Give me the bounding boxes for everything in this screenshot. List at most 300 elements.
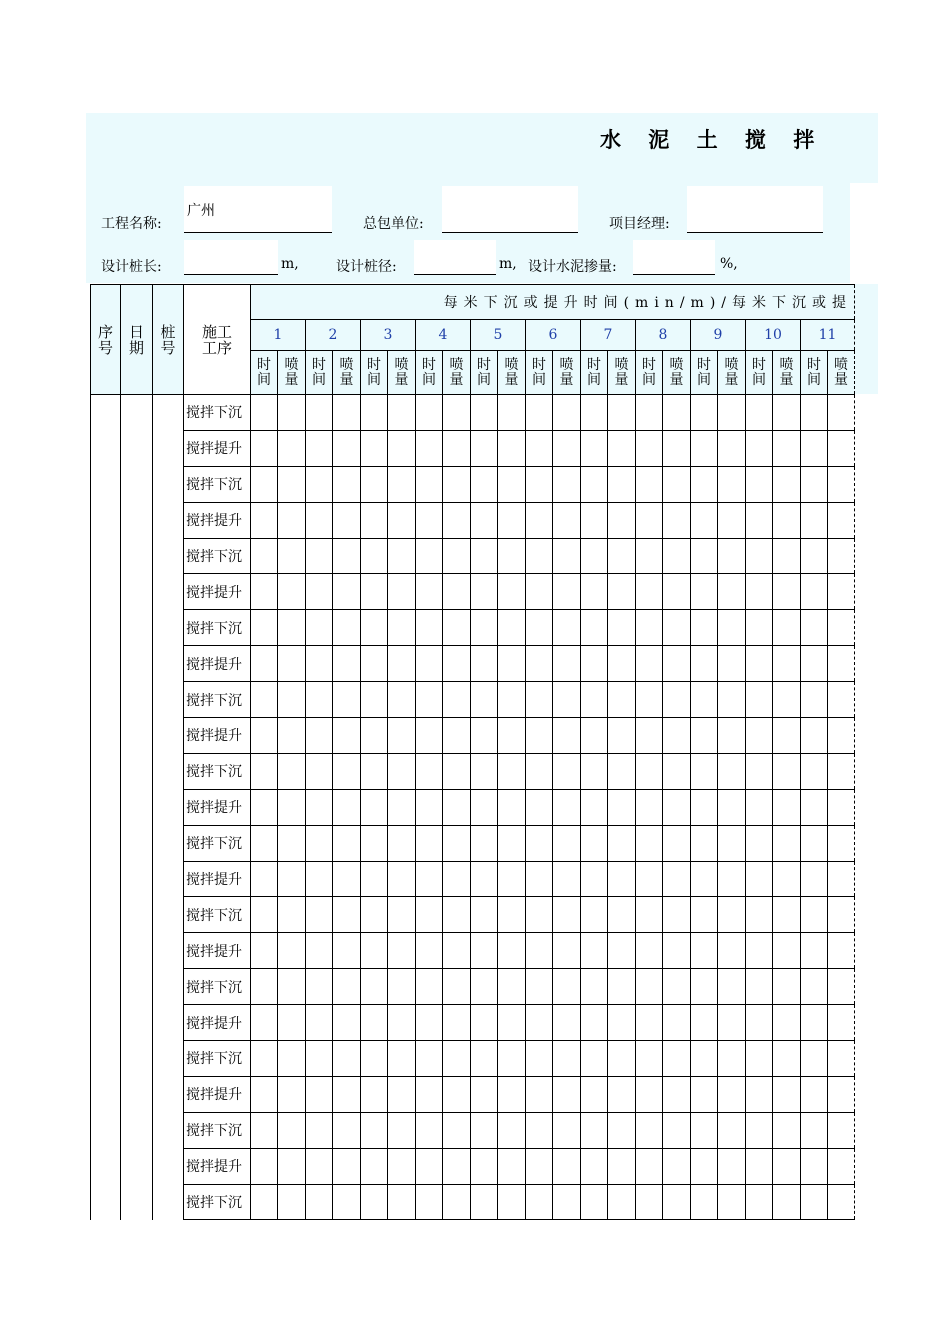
- time-entry-cell[interactable]: [636, 1184, 663, 1220]
- time-entry-cell[interactable]: [691, 1076, 718, 1112]
- spray-entry-cell[interactable]: [388, 1148, 416, 1184]
- spray-entry-cell[interactable]: [828, 753, 855, 789]
- spray-entry-cell[interactable]: [718, 502, 746, 538]
- time-entry-cell[interactable]: [636, 969, 663, 1005]
- spray-entry-cell[interactable]: [333, 395, 361, 431]
- spray-entry-cell[interactable]: [663, 502, 691, 538]
- time-entry-cell[interactable]: [471, 1148, 498, 1184]
- spray-entry-cell[interactable]: [718, 682, 746, 718]
- time-entry-cell[interactable]: [471, 789, 498, 825]
- time-entry-cell[interactable]: [416, 682, 443, 718]
- time-entry-cell[interactable]: [526, 861, 553, 897]
- spray-entry-cell[interactable]: [498, 1184, 526, 1220]
- spray-entry-cell[interactable]: [608, 430, 636, 466]
- spray-entry-cell[interactable]: [828, 933, 855, 969]
- time-entry-cell[interactable]: [636, 897, 663, 933]
- time-entry-cell[interactable]: [526, 933, 553, 969]
- spray-entry-cell[interactable]: [718, 789, 746, 825]
- spray-entry-cell[interactable]: [278, 718, 306, 754]
- pile-no-cell[interactable]: [153, 395, 184, 1220]
- time-entry-cell[interactable]: [581, 825, 608, 861]
- time-entry-cell[interactable]: [636, 933, 663, 969]
- spray-entry-cell[interactable]: [773, 825, 801, 861]
- spray-entry-cell[interactable]: [828, 861, 855, 897]
- time-entry-cell[interactable]: [306, 1005, 333, 1041]
- contractor-field[interactable]: [442, 186, 578, 233]
- spray-entry-cell[interactable]: [553, 789, 581, 825]
- spray-entry-cell[interactable]: [773, 430, 801, 466]
- time-entry-cell[interactable]: [471, 395, 498, 431]
- time-entry-cell[interactable]: [306, 861, 333, 897]
- time-entry-cell[interactable]: [251, 682, 278, 718]
- time-entry-cell[interactable]: [746, 502, 773, 538]
- time-entry-cell[interactable]: [801, 825, 828, 861]
- time-entry-cell[interactable]: [361, 969, 388, 1005]
- spray-entry-cell[interactable]: [608, 466, 636, 502]
- spray-entry-cell[interactable]: [773, 395, 801, 431]
- spray-entry-cell[interactable]: [443, 718, 471, 754]
- time-entry-cell[interactable]: [581, 1184, 608, 1220]
- spray-entry-cell[interactable]: [553, 753, 581, 789]
- time-entry-cell[interactable]: [801, 933, 828, 969]
- spray-entry-cell[interactable]: [388, 538, 416, 574]
- spray-entry-cell[interactable]: [278, 430, 306, 466]
- spray-entry-cell[interactable]: [498, 430, 526, 466]
- time-entry-cell[interactable]: [801, 538, 828, 574]
- time-entry-cell[interactable]: [746, 1005, 773, 1041]
- spray-entry-cell[interactable]: [553, 1076, 581, 1112]
- spray-entry-cell[interactable]: [663, 1112, 691, 1148]
- time-entry-cell[interactable]: [636, 395, 663, 431]
- time-entry-cell[interactable]: [691, 1148, 718, 1184]
- time-entry-cell[interactable]: [746, 1184, 773, 1220]
- time-entry-cell[interactable]: [306, 1076, 333, 1112]
- spray-entry-cell[interactable]: [608, 395, 636, 431]
- spray-entry-cell[interactable]: [498, 861, 526, 897]
- spray-entry-cell[interactable]: [443, 1184, 471, 1220]
- spray-entry-cell[interactable]: [498, 718, 526, 754]
- spray-entry-cell[interactable]: [388, 1076, 416, 1112]
- time-entry-cell[interactable]: [361, 1112, 388, 1148]
- time-entry-cell[interactable]: [636, 610, 663, 646]
- time-entry-cell[interactable]: [306, 610, 333, 646]
- time-entry-cell[interactable]: [636, 502, 663, 538]
- spray-entry-cell[interactable]: [718, 1148, 746, 1184]
- time-entry-cell[interactable]: [526, 789, 553, 825]
- time-entry-cell[interactable]: [746, 395, 773, 431]
- time-entry-cell[interactable]: [251, 610, 278, 646]
- time-entry-cell[interactable]: [691, 574, 718, 610]
- time-entry-cell[interactable]: [691, 682, 718, 718]
- spray-entry-cell[interactable]: [333, 574, 361, 610]
- spray-entry-cell[interactable]: [278, 969, 306, 1005]
- spray-entry-cell[interactable]: [388, 825, 416, 861]
- time-entry-cell[interactable]: [306, 430, 333, 466]
- spray-entry-cell[interactable]: [828, 538, 855, 574]
- spray-entry-cell[interactable]: [333, 1112, 361, 1148]
- spray-entry-cell[interactable]: [333, 753, 361, 789]
- time-entry-cell[interactable]: [471, 1076, 498, 1112]
- time-entry-cell[interactable]: [306, 502, 333, 538]
- time-entry-cell[interactable]: [251, 789, 278, 825]
- spray-entry-cell[interactable]: [663, 1184, 691, 1220]
- spray-entry-cell[interactable]: [498, 1005, 526, 1041]
- time-entry-cell[interactable]: [306, 1041, 333, 1077]
- spray-entry-cell[interactable]: [388, 969, 416, 1005]
- time-entry-cell[interactable]: [251, 538, 278, 574]
- time-entry-cell[interactable]: [636, 466, 663, 502]
- time-entry-cell[interactable]: [636, 646, 663, 682]
- spray-entry-cell[interactable]: [443, 610, 471, 646]
- spray-entry-cell[interactable]: [828, 969, 855, 1005]
- spray-entry-cell[interactable]: [333, 610, 361, 646]
- spray-entry-cell[interactable]: [663, 466, 691, 502]
- spray-entry-cell[interactable]: [278, 1148, 306, 1184]
- time-entry-cell[interactable]: [361, 430, 388, 466]
- spray-entry-cell[interactable]: [663, 789, 691, 825]
- time-entry-cell[interactable]: [471, 646, 498, 682]
- spray-entry-cell[interactable]: [498, 646, 526, 682]
- spray-entry-cell[interactable]: [663, 718, 691, 754]
- spray-entry-cell[interactable]: [443, 466, 471, 502]
- spray-entry-cell[interactable]: [388, 861, 416, 897]
- spray-entry-cell[interactable]: [773, 466, 801, 502]
- spray-entry-cell[interactable]: [388, 682, 416, 718]
- time-entry-cell[interactable]: [636, 1112, 663, 1148]
- spray-entry-cell[interactable]: [608, 1112, 636, 1148]
- time-entry-cell[interactable]: [251, 430, 278, 466]
- spray-entry-cell[interactable]: [828, 610, 855, 646]
- spray-entry-cell[interactable]: [498, 897, 526, 933]
- spray-entry-cell[interactable]: [333, 789, 361, 825]
- time-entry-cell[interactable]: [691, 933, 718, 969]
- time-entry-cell[interactable]: [251, 1041, 278, 1077]
- time-entry-cell[interactable]: [416, 610, 443, 646]
- time-entry-cell[interactable]: [471, 574, 498, 610]
- spray-entry-cell[interactable]: [773, 753, 801, 789]
- spray-entry-cell[interactable]: [333, 861, 361, 897]
- spray-entry-cell[interactable]: [663, 1005, 691, 1041]
- spray-entry-cell[interactable]: [608, 933, 636, 969]
- spray-entry-cell[interactable]: [663, 538, 691, 574]
- time-entry-cell[interactable]: [251, 1148, 278, 1184]
- time-entry-cell[interactable]: [746, 753, 773, 789]
- spray-entry-cell[interactable]: [443, 395, 471, 431]
- spray-entry-cell[interactable]: [828, 466, 855, 502]
- time-entry-cell[interactable]: [801, 1148, 828, 1184]
- spray-entry-cell[interactable]: [663, 646, 691, 682]
- spray-entry-cell[interactable]: [278, 466, 306, 502]
- time-entry-cell[interactable]: [526, 1076, 553, 1112]
- time-entry-cell[interactable]: [691, 1184, 718, 1220]
- spray-entry-cell[interactable]: [773, 682, 801, 718]
- time-entry-cell[interactable]: [801, 897, 828, 933]
- spray-entry-cell[interactable]: [773, 1041, 801, 1077]
- spray-entry-cell[interactable]: [608, 1076, 636, 1112]
- spray-entry-cell[interactable]: [388, 502, 416, 538]
- time-entry-cell[interactable]: [801, 1112, 828, 1148]
- spray-entry-cell[interactable]: [828, 789, 855, 825]
- spray-entry-cell[interactable]: [828, 825, 855, 861]
- time-entry-cell[interactable]: [416, 861, 443, 897]
- spray-entry-cell[interactable]: [553, 610, 581, 646]
- time-entry-cell[interactable]: [691, 395, 718, 431]
- spray-entry-cell[interactable]: [498, 574, 526, 610]
- time-entry-cell[interactable]: [416, 825, 443, 861]
- date-cell[interactable]: [121, 395, 153, 1220]
- time-entry-cell[interactable]: [471, 718, 498, 754]
- spray-entry-cell[interactable]: [828, 430, 855, 466]
- time-entry-cell[interactable]: [801, 1041, 828, 1077]
- time-entry-cell[interactable]: [746, 610, 773, 646]
- spray-entry-cell[interactable]: [553, 502, 581, 538]
- spray-entry-cell[interactable]: [388, 395, 416, 431]
- time-entry-cell[interactable]: [581, 430, 608, 466]
- time-entry-cell[interactable]: [801, 574, 828, 610]
- time-entry-cell[interactable]: [416, 1076, 443, 1112]
- time-entry-cell[interactable]: [801, 753, 828, 789]
- time-entry-cell[interactable]: [306, 825, 333, 861]
- spray-entry-cell[interactable]: [388, 646, 416, 682]
- spray-entry-cell[interactable]: [718, 430, 746, 466]
- time-entry-cell[interactable]: [361, 574, 388, 610]
- spray-entry-cell[interactable]: [278, 646, 306, 682]
- spray-entry-cell[interactable]: [278, 753, 306, 789]
- time-entry-cell[interactable]: [361, 682, 388, 718]
- time-entry-cell[interactable]: [636, 1148, 663, 1184]
- spray-entry-cell[interactable]: [608, 1148, 636, 1184]
- spray-entry-cell[interactable]: [498, 825, 526, 861]
- time-entry-cell[interactable]: [416, 538, 443, 574]
- time-entry-cell[interactable]: [471, 1005, 498, 1041]
- spray-entry-cell[interactable]: [388, 1005, 416, 1041]
- spray-entry-cell[interactable]: [553, 1041, 581, 1077]
- spray-entry-cell[interactable]: [278, 610, 306, 646]
- spray-entry-cell[interactable]: [498, 1041, 526, 1077]
- spray-entry-cell[interactable]: [828, 574, 855, 610]
- time-entry-cell[interactable]: [746, 1148, 773, 1184]
- time-entry-cell[interactable]: [361, 395, 388, 431]
- time-entry-cell[interactable]: [526, 646, 553, 682]
- spray-entry-cell[interactable]: [718, 753, 746, 789]
- spray-entry-cell[interactable]: [553, 969, 581, 1005]
- spray-entry-cell[interactable]: [443, 753, 471, 789]
- spray-entry-cell[interactable]: [663, 969, 691, 1005]
- time-entry-cell[interactable]: [416, 933, 443, 969]
- time-entry-cell[interactable]: [361, 933, 388, 969]
- spray-entry-cell[interactable]: [828, 1076, 855, 1112]
- spray-entry-cell[interactable]: [333, 502, 361, 538]
- spray-entry-cell[interactable]: [828, 1148, 855, 1184]
- time-entry-cell[interactable]: [746, 1076, 773, 1112]
- spray-entry-cell[interactable]: [333, 430, 361, 466]
- time-entry-cell[interactable]: [581, 1076, 608, 1112]
- time-entry-cell[interactable]: [251, 502, 278, 538]
- time-entry-cell[interactable]: [636, 789, 663, 825]
- spray-entry-cell[interactable]: [553, 646, 581, 682]
- time-entry-cell[interactable]: [636, 1076, 663, 1112]
- time-entry-cell[interactable]: [306, 646, 333, 682]
- time-entry-cell[interactable]: [361, 897, 388, 933]
- spray-entry-cell[interactable]: [443, 682, 471, 718]
- time-entry-cell[interactable]: [306, 395, 333, 431]
- spray-entry-cell[interactable]: [718, 1076, 746, 1112]
- spray-entry-cell[interactable]: [553, 718, 581, 754]
- time-entry-cell[interactable]: [581, 933, 608, 969]
- time-entry-cell[interactable]: [361, 789, 388, 825]
- spray-entry-cell[interactable]: [553, 1005, 581, 1041]
- spray-entry-cell[interactable]: [828, 502, 855, 538]
- time-entry-cell[interactable]: [801, 395, 828, 431]
- spray-entry-cell[interactable]: [443, 538, 471, 574]
- spray-entry-cell[interactable]: [773, 969, 801, 1005]
- time-entry-cell[interactable]: [251, 825, 278, 861]
- spray-entry-cell[interactable]: [443, 1005, 471, 1041]
- spray-entry-cell[interactable]: [718, 825, 746, 861]
- spray-entry-cell[interactable]: [663, 610, 691, 646]
- spray-entry-cell[interactable]: [608, 1184, 636, 1220]
- spray-entry-cell[interactable]: [773, 933, 801, 969]
- spray-entry-cell[interactable]: [443, 1076, 471, 1112]
- spray-entry-cell[interactable]: [663, 933, 691, 969]
- time-entry-cell[interactable]: [581, 646, 608, 682]
- spray-entry-cell[interactable]: [443, 933, 471, 969]
- spray-entry-cell[interactable]: [663, 1076, 691, 1112]
- spray-entry-cell[interactable]: [773, 1184, 801, 1220]
- time-entry-cell[interactable]: [746, 969, 773, 1005]
- spray-entry-cell[interactable]: [498, 1148, 526, 1184]
- time-entry-cell[interactable]: [526, 682, 553, 718]
- time-entry-cell[interactable]: [306, 969, 333, 1005]
- time-entry-cell[interactable]: [691, 718, 718, 754]
- spray-entry-cell[interactable]: [553, 933, 581, 969]
- time-entry-cell[interactable]: [581, 1148, 608, 1184]
- spray-entry-cell[interactable]: [828, 1041, 855, 1077]
- spray-entry-cell[interactable]: [388, 718, 416, 754]
- spray-entry-cell[interactable]: [278, 1184, 306, 1220]
- spray-entry-cell[interactable]: [333, 1184, 361, 1220]
- spray-entry-cell[interactable]: [553, 1112, 581, 1148]
- spray-entry-cell[interactable]: [333, 933, 361, 969]
- time-entry-cell[interactable]: [691, 1112, 718, 1148]
- spray-entry-cell[interactable]: [553, 897, 581, 933]
- spray-entry-cell[interactable]: [278, 395, 306, 431]
- time-entry-cell[interactable]: [471, 753, 498, 789]
- spray-entry-cell[interactable]: [388, 753, 416, 789]
- time-entry-cell[interactable]: [526, 897, 553, 933]
- time-entry-cell[interactable]: [746, 825, 773, 861]
- spray-entry-cell[interactable]: [718, 1112, 746, 1148]
- spray-entry-cell[interactable]: [553, 1184, 581, 1220]
- spray-entry-cell[interactable]: [608, 861, 636, 897]
- time-entry-cell[interactable]: [691, 753, 718, 789]
- spray-entry-cell[interactable]: [608, 646, 636, 682]
- time-entry-cell[interactable]: [581, 502, 608, 538]
- time-entry-cell[interactable]: [471, 538, 498, 574]
- spray-entry-cell[interactable]: [278, 574, 306, 610]
- spray-entry-cell[interactable]: [608, 538, 636, 574]
- time-entry-cell[interactable]: [416, 1148, 443, 1184]
- time-entry-cell[interactable]: [251, 395, 278, 431]
- time-entry-cell[interactable]: [636, 718, 663, 754]
- time-entry-cell[interactable]: [801, 1005, 828, 1041]
- spray-entry-cell[interactable]: [498, 789, 526, 825]
- time-entry-cell[interactable]: [581, 466, 608, 502]
- time-entry-cell[interactable]: [416, 789, 443, 825]
- time-entry-cell[interactable]: [581, 610, 608, 646]
- spray-entry-cell[interactable]: [278, 897, 306, 933]
- time-entry-cell[interactable]: [306, 789, 333, 825]
- spray-entry-cell[interactable]: [333, 1005, 361, 1041]
- manager-field[interactable]: [687, 186, 823, 233]
- spray-entry-cell[interactable]: [828, 395, 855, 431]
- time-entry-cell[interactable]: [416, 502, 443, 538]
- spray-entry-cell[interactable]: [553, 861, 581, 897]
- spray-entry-cell[interactable]: [388, 574, 416, 610]
- time-entry-cell[interactable]: [581, 753, 608, 789]
- spray-entry-cell[interactable]: [553, 395, 581, 431]
- time-entry-cell[interactable]: [636, 682, 663, 718]
- time-entry-cell[interactable]: [416, 430, 443, 466]
- spray-entry-cell[interactable]: [333, 718, 361, 754]
- time-entry-cell[interactable]: [471, 466, 498, 502]
- spray-entry-cell[interactable]: [333, 1076, 361, 1112]
- spray-entry-cell[interactable]: [333, 538, 361, 574]
- spray-entry-cell[interactable]: [828, 1112, 855, 1148]
- time-entry-cell[interactable]: [416, 897, 443, 933]
- time-entry-cell[interactable]: [306, 718, 333, 754]
- spray-entry-cell[interactable]: [663, 430, 691, 466]
- spray-entry-cell[interactable]: [333, 682, 361, 718]
- time-entry-cell[interactable]: [526, 1041, 553, 1077]
- time-entry-cell[interactable]: [801, 1076, 828, 1112]
- time-entry-cell[interactable]: [251, 646, 278, 682]
- spray-entry-cell[interactable]: [443, 1112, 471, 1148]
- time-entry-cell[interactable]: [471, 1041, 498, 1077]
- time-entry-cell[interactable]: [416, 646, 443, 682]
- spray-entry-cell[interactable]: [718, 969, 746, 1005]
- spray-entry-cell[interactable]: [498, 1112, 526, 1148]
- spray-entry-cell[interactable]: [608, 969, 636, 1005]
- time-entry-cell[interactable]: [526, 502, 553, 538]
- time-entry-cell[interactable]: [801, 682, 828, 718]
- spray-entry-cell[interactable]: [718, 861, 746, 897]
- spray-entry-cell[interactable]: [608, 1005, 636, 1041]
- time-entry-cell[interactable]: [746, 933, 773, 969]
- time-entry-cell[interactable]: [526, 538, 553, 574]
- time-entry-cell[interactable]: [416, 466, 443, 502]
- time-entry-cell[interactable]: [636, 430, 663, 466]
- time-entry-cell[interactable]: [361, 753, 388, 789]
- time-entry-cell[interactable]: [361, 825, 388, 861]
- spray-entry-cell[interactable]: [718, 610, 746, 646]
- time-entry-cell[interactable]: [471, 825, 498, 861]
- spray-entry-cell[interactable]: [718, 466, 746, 502]
- spray-entry-cell[interactable]: [388, 1041, 416, 1077]
- time-entry-cell[interactable]: [691, 861, 718, 897]
- time-entry-cell[interactable]: [416, 753, 443, 789]
- time-entry-cell[interactable]: [251, 753, 278, 789]
- time-entry-cell[interactable]: [691, 969, 718, 1005]
- spray-entry-cell[interactable]: [718, 897, 746, 933]
- spray-entry-cell[interactable]: [608, 897, 636, 933]
- spray-entry-cell[interactable]: [498, 933, 526, 969]
- time-entry-cell[interactable]: [251, 969, 278, 1005]
- spray-entry-cell[interactable]: [388, 1184, 416, 1220]
- spray-entry-cell[interactable]: [333, 466, 361, 502]
- spray-entry-cell[interactable]: [278, 1076, 306, 1112]
- time-entry-cell[interactable]: [746, 789, 773, 825]
